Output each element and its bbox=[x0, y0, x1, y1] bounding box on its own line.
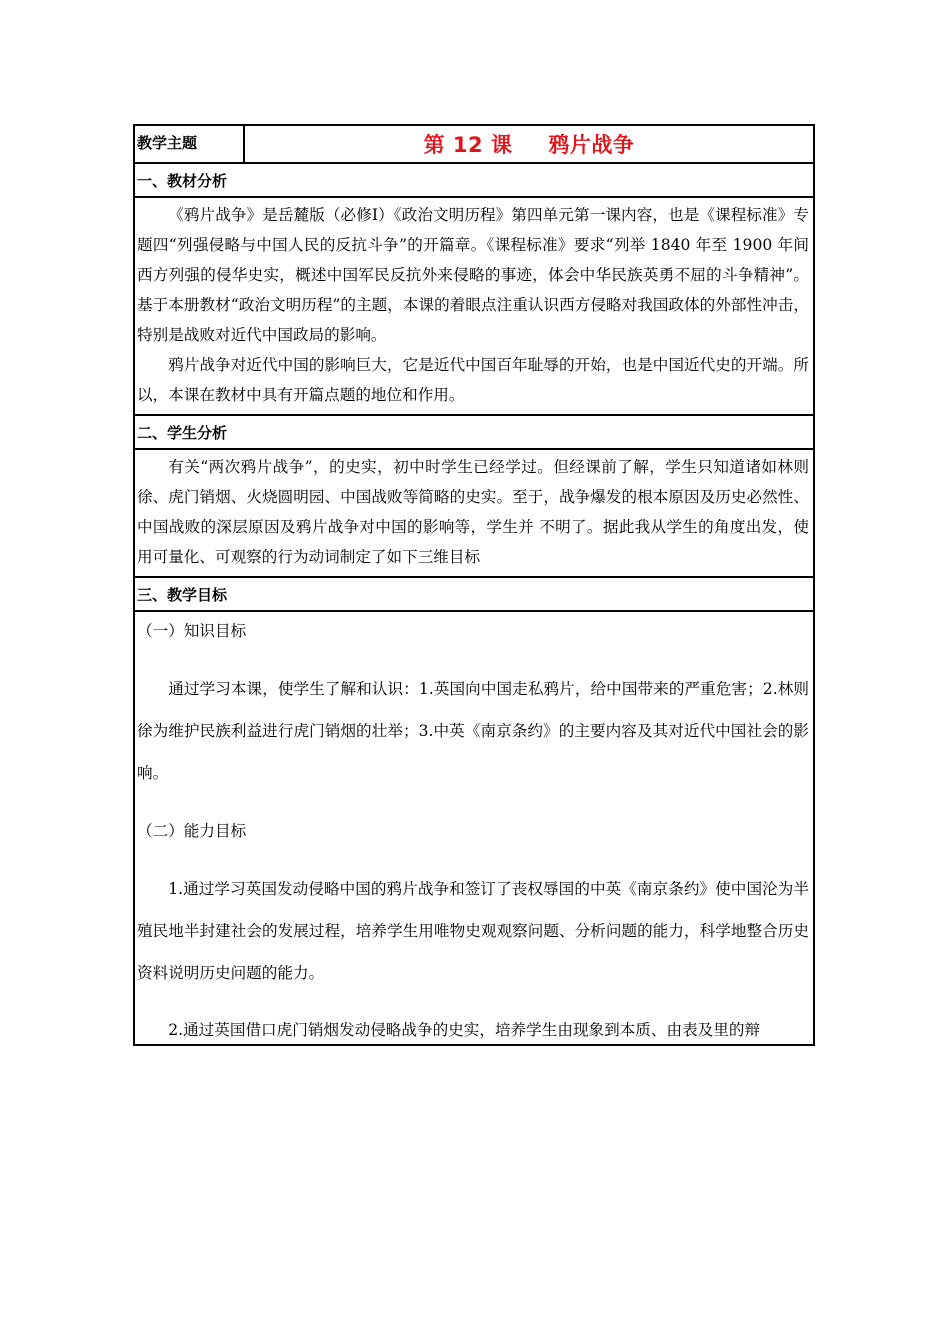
goals-heading-row bbox=[134, 577, 814, 611]
student-analysis-body bbox=[134, 449, 814, 577]
section-heading-goals: 三、教学目标 bbox=[134, 577, 814, 611]
knowledge-goal-label: （一）知识目标 bbox=[137, 622, 247, 640]
lesson-name: 鸦片战争 bbox=[548, 133, 635, 157]
header-row bbox=[134, 125, 814, 163]
section-heading-textbook: 一、教材分析 bbox=[134, 163, 814, 197]
textbook-analysis-body bbox=[134, 197, 814, 415]
students-paragraph: 有关“两次鸦片战争”，的史实，初中时学生已经学过。但经课前了解，学生只知道诸如林则徐、虎门销烟、火烧圆明园、中国战败等简略的史实。至于，战争爆发的根本原因及历史必然性、中国战败的深层原因及鸦片战争对中国的影响等，学生并 不明了。据此我从学生的角度出发，使用可量化、可观察的行为动词制定了如下三维目标 bbox=[137, 458, 809, 566]
textbook-paragraph: 《鸦片战争》是岳麓版（必修Ⅰ）《政治文明历程》第四单元第一课内容，也是《课程标准》专题四“列强侵略与中国人民的反抗斗争”的开篇章。《课程标准》要求“列举 1840 年至 1900 年间西方列强的侵华史实，概述中国军民反抗外来侵略的事迹，体会中华民族英勇不屈的斗争精神”。基于本册教材“政治文明历程”的主题，本课的着眼点注重认识西方侵略对我国政体的外部性冲击，特别是战败对近代中国政局的影响。 bbox=[137, 206, 809, 344]
lesson-number: 第 12 课 bbox=[423, 133, 513, 157]
teaching-objectives-body bbox=[134, 611, 814, 1045]
topic-label: 教学主题 bbox=[134, 125, 244, 163]
students-heading-row bbox=[134, 415, 814, 449]
students-body-row bbox=[134, 449, 814, 577]
knowledge-goal-text: 通过学习本课，使学生了解和认识：1.英国向中国走私鸦片，给中国带来的严重危害；2.林则徐为维护民族利益进行虎门销烟的壮举；3.中英《南京条约》的主要内容及其对近代中国社会的影响。 bbox=[137, 680, 809, 782]
goals-body-row bbox=[134, 611, 814, 1045]
lesson-plan-table bbox=[133, 124, 815, 1046]
section-heading-students: 二、学生分析 bbox=[134, 415, 814, 449]
ability-goal-clip bbox=[137, 1016, 809, 1044]
lesson-title bbox=[244, 125, 814, 163]
textbook-paragraph: 鸦片战争对近代中国的影响巨大，它是近代中国百年耻辱的开始，也是中国近代史的开端。所以，本课在教材中具有开篇点题的地位和作用。 bbox=[137, 356, 809, 404]
textbook-heading-row bbox=[134, 163, 814, 197]
ability-goal-text-2: 2.通过英国借口虎门销烟发动侵略战争的史实，培养学生由现象到本质、由表及里的辩 bbox=[168, 1021, 761, 1039]
ability-goal-label: （二）能力目标 bbox=[137, 822, 247, 840]
ability-goal-text-1: 1.通过学习英国发动侵略中国的鸦片战争和签订了丧权辱国的中英《南京条约》使中国沦为半殖民地半封建社会的发展过程，培养学生用唯物史观观察问题、分析问题的能力，科学地整合历史资料说明历史问题的能力。 bbox=[137, 880, 809, 982]
textbook-body-row bbox=[134, 197, 814, 415]
